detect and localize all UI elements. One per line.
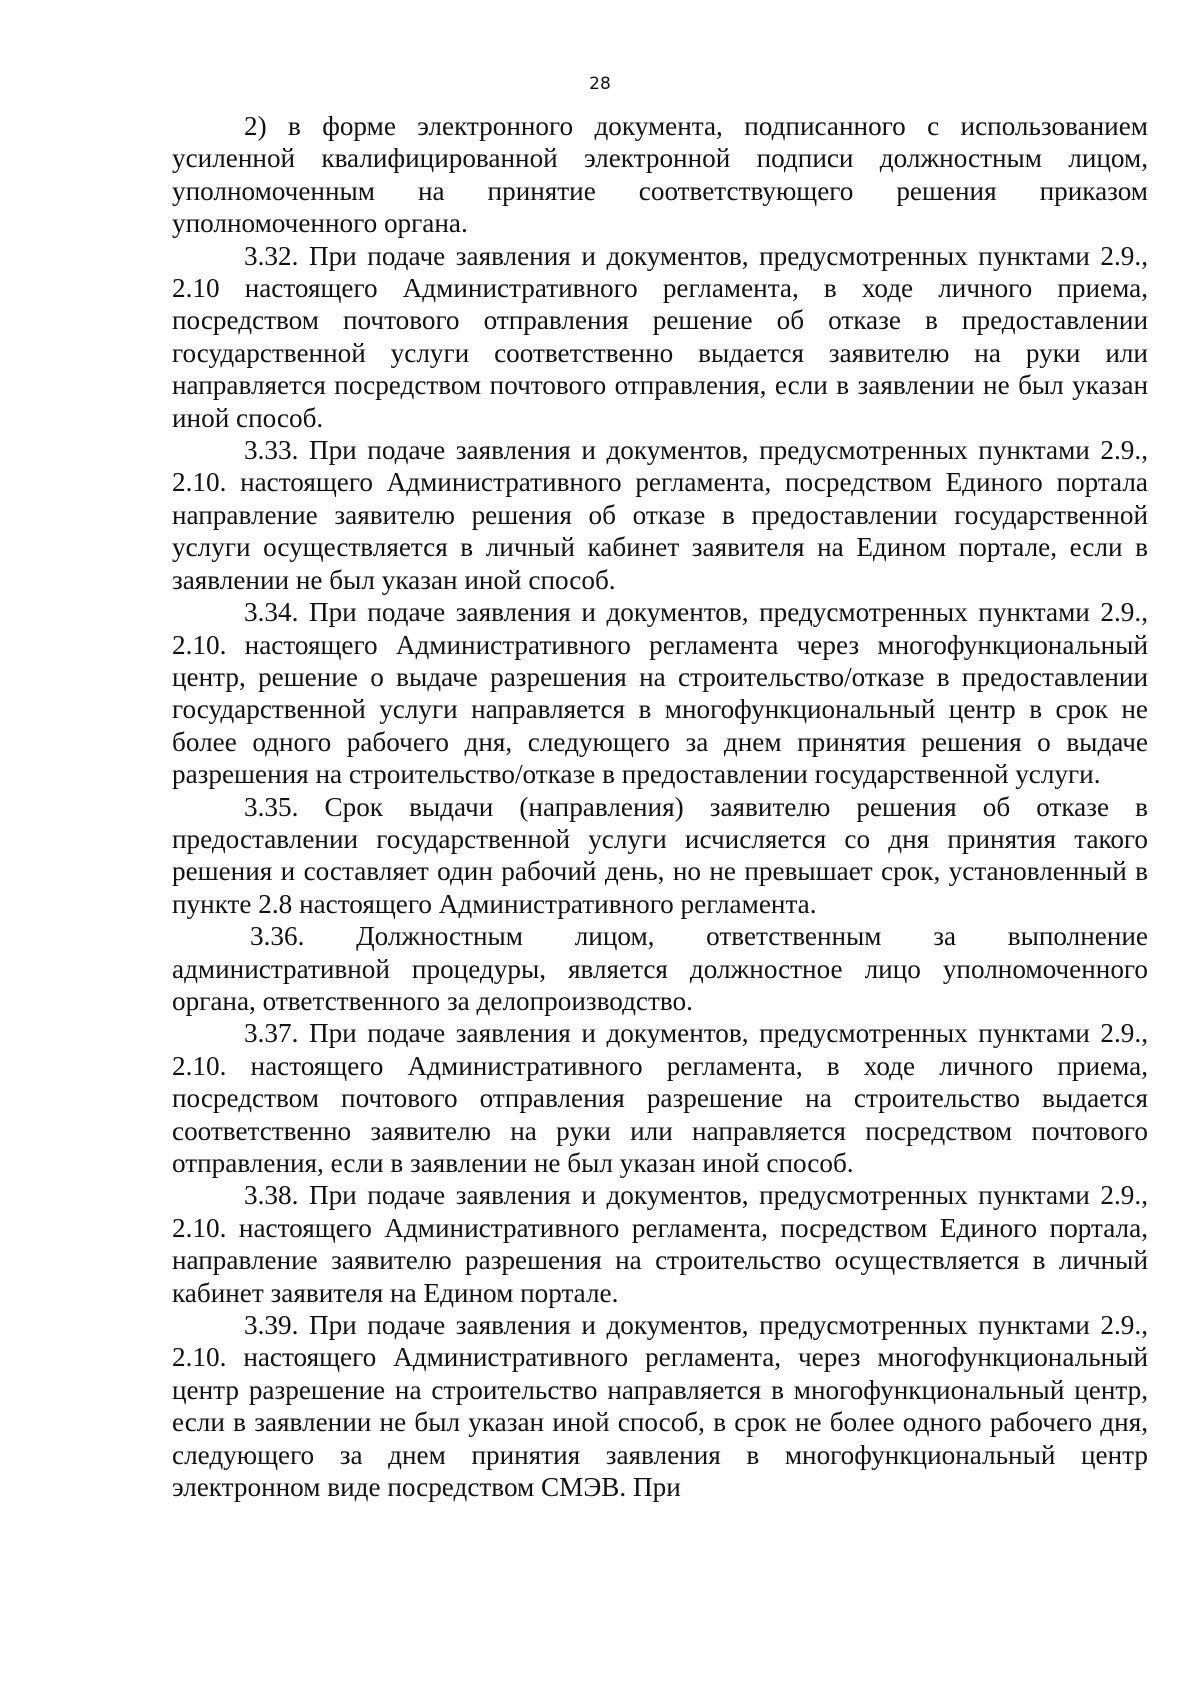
page-number: 28	[589, 74, 611, 94]
paragraph-electronic-document-form: 2) в форме электронного документа, подписанного с использованием усиленной квалифицированной электронной подписи должностным лицом, уполномоченным на принятие соответствующего решения приказом уполномоченного органа.	[172, 111, 1148, 239]
paragraph-3-35: 3.35. Срок выдачи (направления) заявителю решения об отказе в предоставлении государственной услуги исчисляется со дня принятия такого решения и составляет один рабочий день, но не превышает срок, установленный в пункте 2.8 настоящего Административного регламента.	[172, 791, 1148, 919]
paragraph-3-39: 3.39. При подаче заявления и документов, предусмотренных пунктами 2.9., 2.10. настоящего Административного регламента, через многофункциональный центр разрешение на строительство направляется в многофункциональный центр, если в заявлении не был указан иной способ, в срок не более одного рабочего дня, следующего за днем принятия заявления в многофункциональный центр электронном виде посредством СМЭВ. При	[172, 1310, 1148, 1503]
paragraph-3-34: 3.34. При подаче заявления и документов, предусмотренных пунктами 2.9., 2.10. настоящего Административного регламента через многофункциональный центр, решение о выдаче разрешения на строительство/отказе в предоставлении государственной услуги направляется в многофункциональный центр в срок не более одного рабочего дня, следующего за днем принятия решения о выдаче разрешения на строительство/отказе в предоставлении государственной услуги.	[172, 597, 1148, 790]
document-body	[172, 110, 1148, 1503]
paragraph-3-33: 3.33. При подаче заявления и документов, предусмотренных пунктами 2.9., 2.10. настоящего Административного регламента, посредством Единого портала направление заявителю решения об отказе в предоставлении государственной услуги осуществляется в личный кабинет заявителя на Едином портале, если в заявлении не был указан иной способ.	[172, 435, 1148, 595]
paragraph-3-32: 3.32. При подаче заявления и документов, предусмотренных пунктами 2.9., 2.10 настоящего Административного регламента, в ходе личного приема, посредством почтового отправления решение об отказе в предоставлении государственной услуги соответственно выдается заявителю на руки или направляется посредством почтового отправления, если в заявлении не был указан иной способ.	[172, 240, 1148, 433]
paragraph-3-36: 3.36. Должностным лицом, ответственным за выполнение административной процедуры, является должностное лицо уполномоченного органа, ответственного за делопроизводство.	[172, 921, 1148, 1016]
paragraph-3-37: 3.37. При подаче заявления и документов, предусмотренных пунктами 2.9., 2.10. настоящего Административного регламента, в ходе личного приема, посредством почтового отправления разрешение на строительство выдается соответственно заявителю на руки или направляется посредством почтового отправления, если в заявлении не был указан иной способ.	[172, 1018, 1148, 1178]
paragraph-3-38: 3.38. При подаче заявления и документов, предусмотренных пунктами 2.9., 2.10. настоящего Административного регламента, посредством Единого портала, направление заявителю разрешения на строительство осуществляется в личный кабинет заявителя на Едином портале.	[172, 1180, 1148, 1308]
